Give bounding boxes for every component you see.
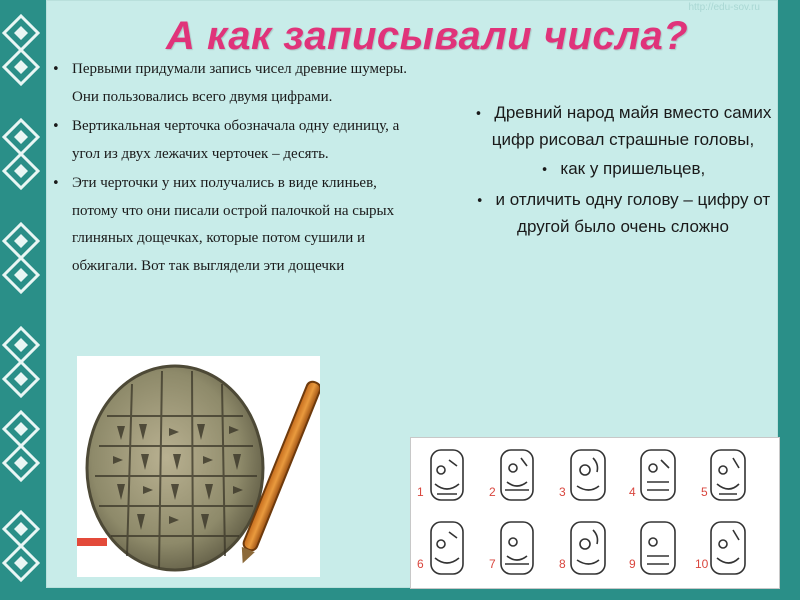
- bullet-mark: •: [540, 163, 549, 178]
- left-text-block: [50, 56, 420, 282]
- left-bullet: • Вертикальная черточка обозначала одну единицу, а угол из двух лежачих черточек – десять.: [50, 113, 420, 168]
- maya-number-label: 3: [559, 485, 566, 499]
- watermark: http://edu-sov.ru: [688, 2, 760, 13]
- maya-number-label: 9: [629, 557, 636, 571]
- maya-number-label: 10: [695, 557, 709, 571]
- maya-number-label: 1: [417, 485, 424, 499]
- maya-number-label: 2: [489, 485, 496, 499]
- maya-glyphs-drawing: [411, 438, 779, 588]
- right-bullet-text: и отличить одну голову – цифру от другой было очень сложно: [495, 190, 771, 236]
- left-bullet: • Эти черточки у них получались в виде клиньев, потому что они писали острой палочкой на сырых глиняных дощечках, которые потом сушили и обжигали. Вот так выглядели эти дощечки: [50, 170, 420, 280]
- clay-tablet-drawing: [77, 356, 320, 577]
- maya-number-label: 7: [489, 557, 496, 571]
- right-bullet: [460, 187, 786, 239]
- ornament-icon: [2, 222, 40, 294]
- ornament-band: [0, 0, 46, 600]
- right-bullet-text: как у пришельцев,: [560, 159, 706, 178]
- slide-title: А как записывали числа?: [166, 14, 689, 58]
- right-bullet: [460, 100, 786, 152]
- ornament-icon: [2, 14, 40, 86]
- bullet-mark: •: [474, 107, 483, 122]
- clay-tablet-image: [77, 356, 320, 577]
- ornament-icon: [2, 410, 40, 482]
- maya-glyphs-image: [410, 437, 780, 589]
- maya-number-label: 4: [629, 485, 636, 499]
- maya-number-label: 5: [701, 485, 708, 499]
- left-bullet: • Первыми придумали запись чисел древние шумеры. Они пользовались всего двумя цифрами.: [50, 56, 420, 111]
- maya-number-label: 8: [559, 557, 566, 571]
- ornament-icon: [2, 510, 40, 582]
- ornament-icon: [2, 118, 40, 190]
- right-text-block: [460, 100, 786, 239]
- frame-right: [778, 0, 800, 600]
- ornament-icon: [2, 326, 40, 398]
- right-bullet-text: Древний народ майя вместо самих цифр рисовал страшные головы,: [491, 103, 772, 149]
- right-bullet: [460, 156, 786, 183]
- maya-number-label: 6: [417, 557, 424, 571]
- bullet-mark: •: [475, 194, 484, 209]
